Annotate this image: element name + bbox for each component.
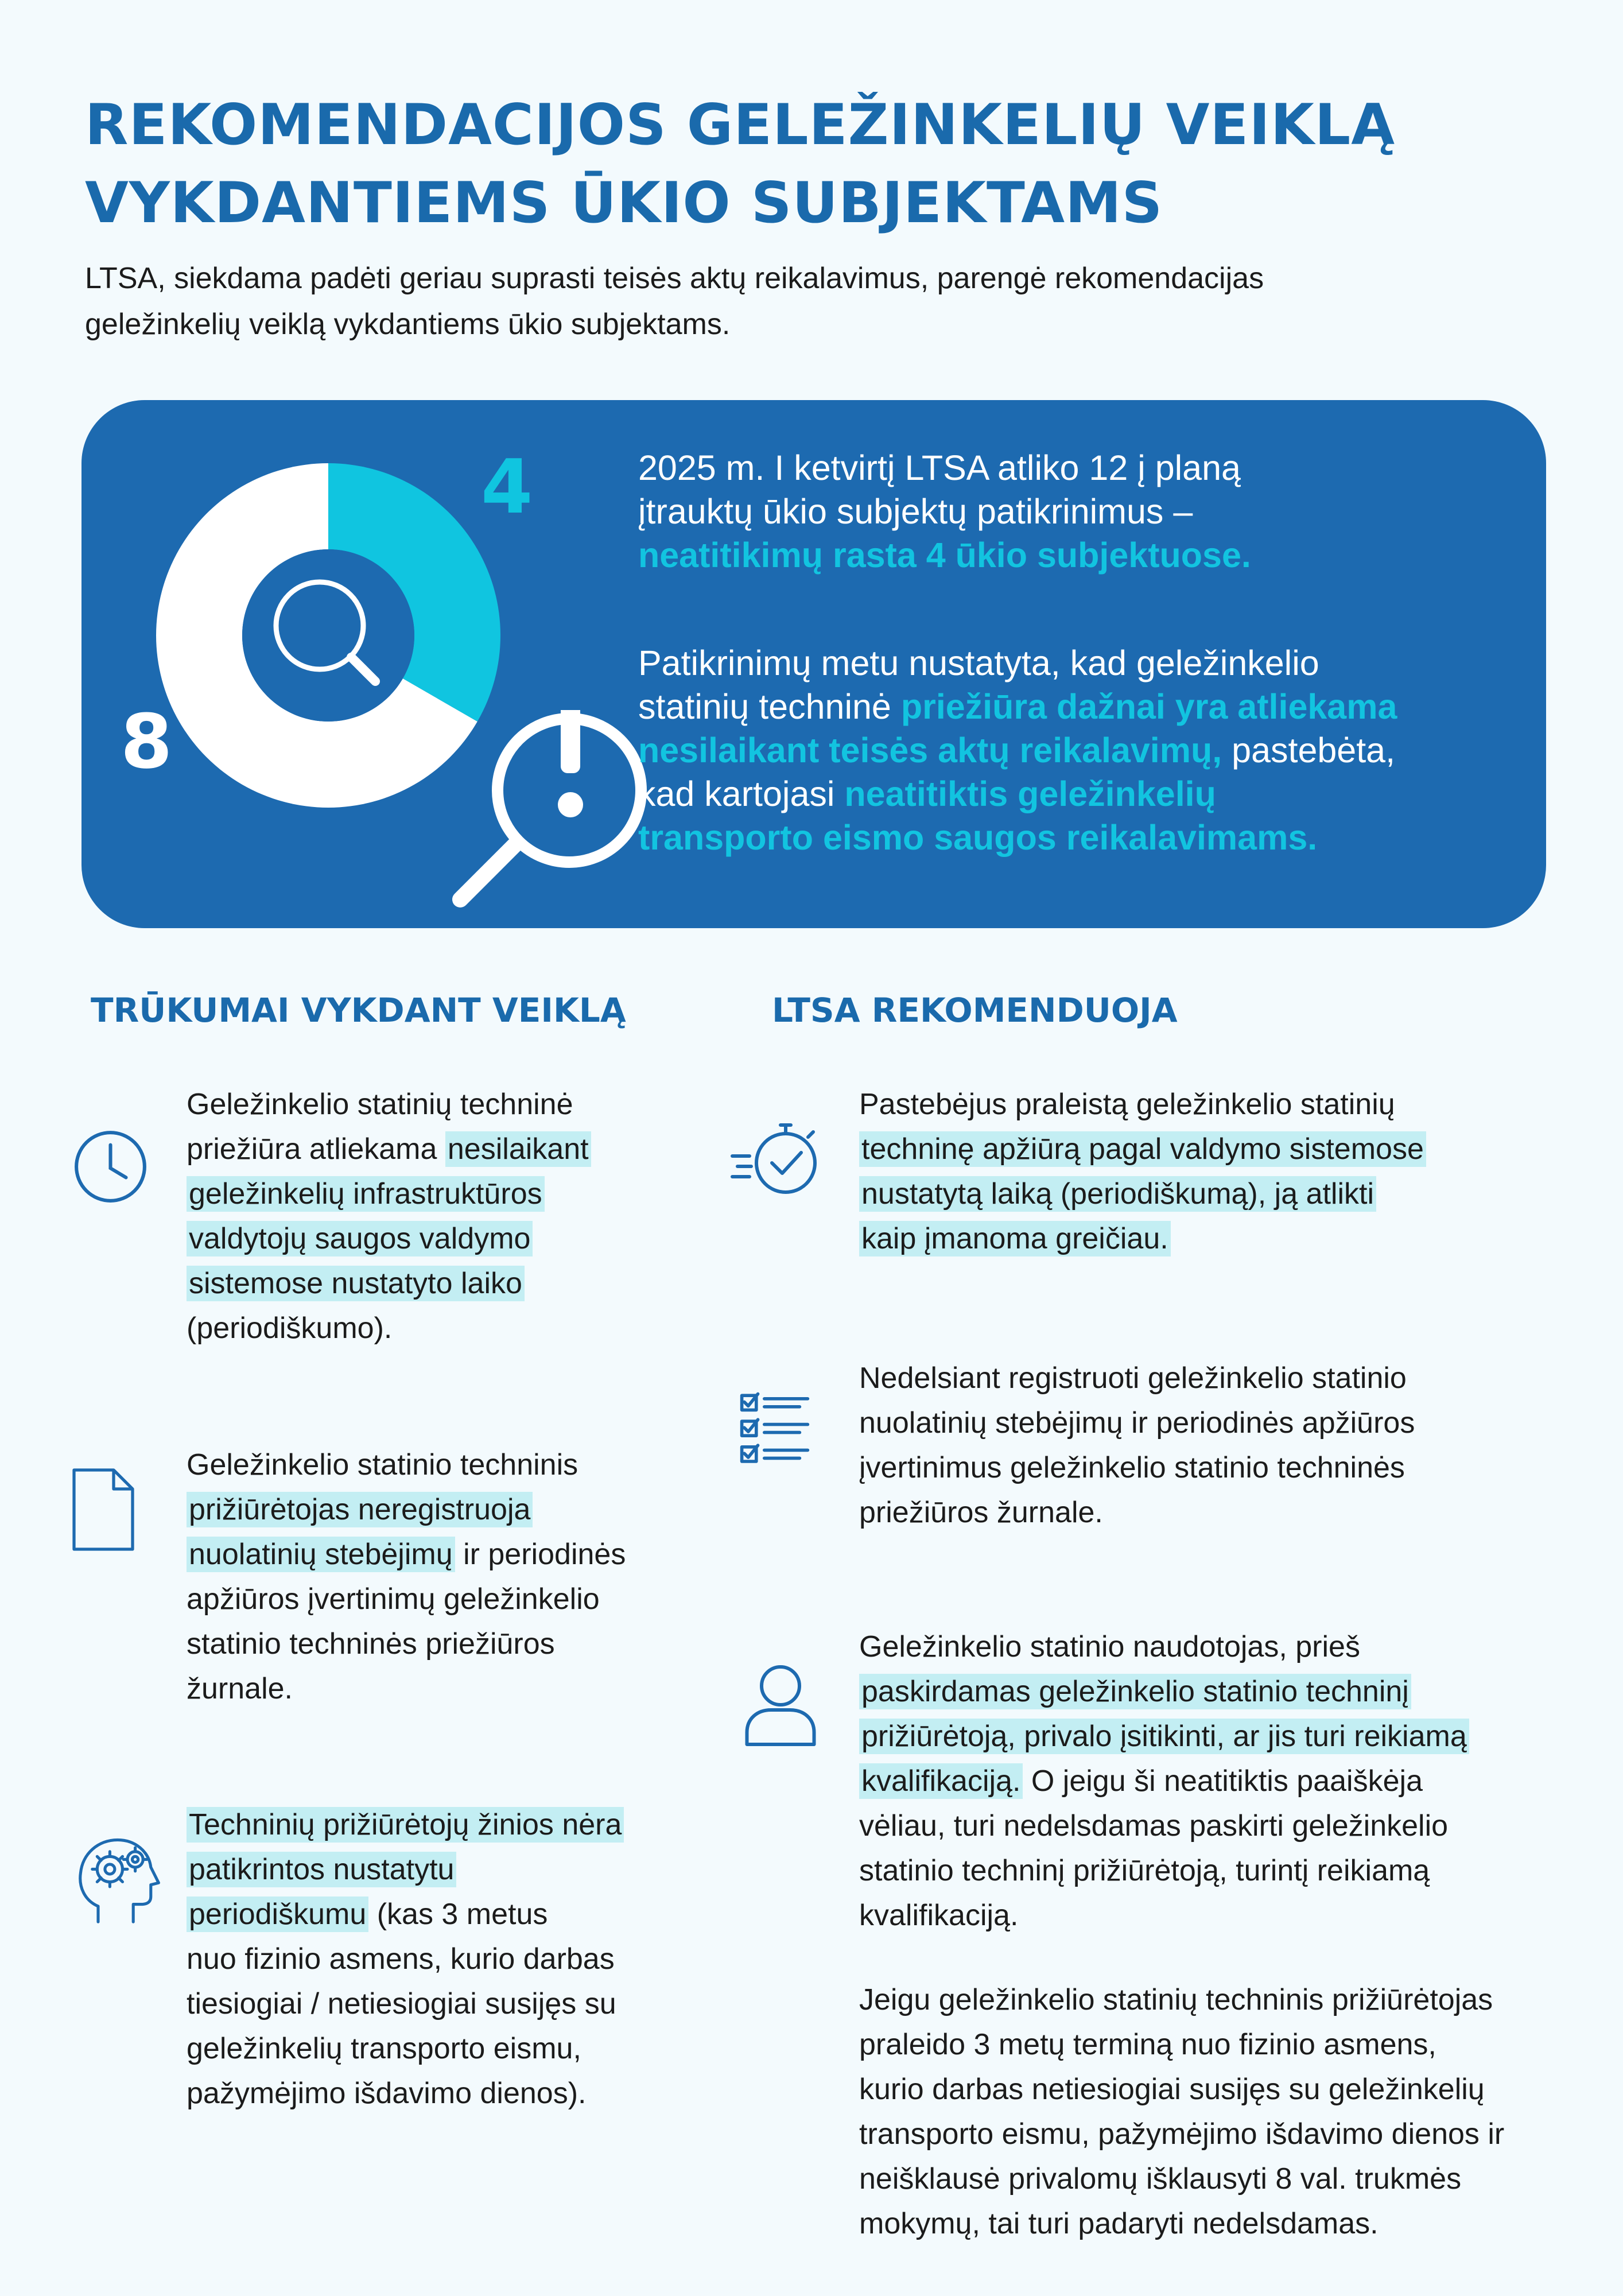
checklist-icon — [737, 1389, 812, 1469]
statistics-panel — [81, 400, 1546, 928]
stats-text-1-line-1: 2025 m. I ketvirtį LTSA atliko 12 į planą — [638, 448, 1241, 487]
page-title — [85, 86, 1520, 242]
clock-icon — [72, 1128, 149, 1205]
stats-text-2 — [638, 641, 1522, 859]
head-gears-icon — [69, 1828, 166, 1926]
stats-text-1-line-2: įtrauktų ūkio subjektų patikrinimus – — [638, 492, 1193, 531]
stats-text-2-line-1: Patikrinimų metu nustatyta, kad geležinkelio — [638, 643, 1319, 682]
stats-text-2-line-5-highlight: transporto eismo saugos reikalavimams. — [638, 818, 1318, 857]
intro-line-1: LTSA, siekdama padėti geriau suprasti teisės aktų reikalavimus, parengė rekomendacijas — [85, 262, 1264, 295]
right-item-1-text: Pastebėjus praleistą geležinkelio statinių techninę apžiūrą pagal valdymo sistemose nustatytą laiką (periodiškumą), ją atlikti kaip įmanoma greičiau. — [859, 1082, 1577, 1261]
left-column-heading: TRŪKUMAI VYKDANT VEIKLĄ — [91, 991, 626, 1030]
stats-text-2-line-4-highlight: neatitiktis geležinkelių — [844, 774, 1216, 813]
intro-paragraph — [85, 255, 1405, 347]
donut-hole — [242, 549, 414, 722]
left-item-2-text: Geležinkelio statinio techninis prižiūrėtojas neregistruoja nuolatinių stebėjimų ir periodinės apžiūros įvertinimų geležinkelio statinio techninės priežiūros žurnale. — [187, 1448, 626, 1705]
stats-text-1-highlight: neatitikimų rasta 4 ūkio subjektuose. — [638, 536, 1251, 575]
left-item-3-text: Techninių prižiūrėtojų žinios nėra patikrintos nustatytu periodiškumu (kas 3 metus nuo fizinio asmens, kurio darbas tiesiogiai / netiesiogiai susijęs su geležinkelių transporto eismu, pažymėjimo išdavimo dienos). — [187, 1802, 703, 2116]
user-icon — [740, 1662, 821, 1748]
stats-text-2-line-4: kad kartojasi — [638, 774, 845, 813]
right-column-heading: LTSA REKOMENDUOJA — [772, 991, 1178, 1030]
stats-text-2-line-2-highlight: priežiūra dažnai yra atliekama — [900, 687, 1397, 726]
intro-line-2: geležinkelių veiklą vykdantiems ūkio subjektams. — [85, 308, 731, 341]
stats-text-2-line-3: pastebėta, — [1222, 731, 1396, 770]
document-icon — [69, 1467, 138, 1553]
right-item-2-text: Nedelsiant registruoti geležinkelio statinio nuolatinių stebėjimų ir periodinės apžiūros įvertinimus geležinkelio statinio techninės priežiūros žurnale. — [859, 1362, 1415, 1529]
stopwatch-check-icon — [729, 1116, 824, 1203]
stats-text-2-line-3-highlight: nesilaikant teisės aktų reikalavimų, — [638, 731, 1222, 770]
title-line-1: REKOMENDACIJOS GELEŽINKELIŲ VEIKLĄ — [85, 92, 1396, 158]
stats-text-2-line-2: statinių techninė — [638, 687, 901, 726]
right-item-4-text: Jeigu geležinkelio statinių techninis prižiūrėtojas praleido 3 metų terminą nuo fizinio asmens, kurio darbas netiesiogiai susijęs su geležinkelių transporto eismu, pažymėjimo išdavimo dienos ir neišklausė privalomų išklausyti 8 val. trukmės mokymų, tai turi padaryti nedelsdamas. — [859, 1983, 1505, 2240]
stats-text-1 — [638, 446, 1522, 577]
stat-label-4: 4 — [481, 443, 533, 530]
left-item-1-text: Geležinkelio statinių techninė priežiūra atliekama nesilaikant geležinkelių infrastruktūros valdytojų saugos valdymo sistemose nustatyto laiko (periodiškumo). — [187, 1082, 703, 1351]
stat-label-8: 8 — [121, 698, 173, 785]
right-item-3-text: Geležinkelio statinio naudotojas, prieš paskirdamas geležinkelio statinio techninį prižiūrėtoją, privalo įsitikinti, ar jis turi reikiamą kvalifikaciją. O jeigu ši neatitiktis paaiškėja vėliau, turi nedelsdamas paskirti geležinkelio statinio techninį prižiūrėtoją, turintį reikiamą kvalifikaciją. — [859, 1624, 1605, 1938]
title-line-2: VYKDANTIEMS ŪKIO SUBJEKTAMS — [85, 170, 1163, 236]
